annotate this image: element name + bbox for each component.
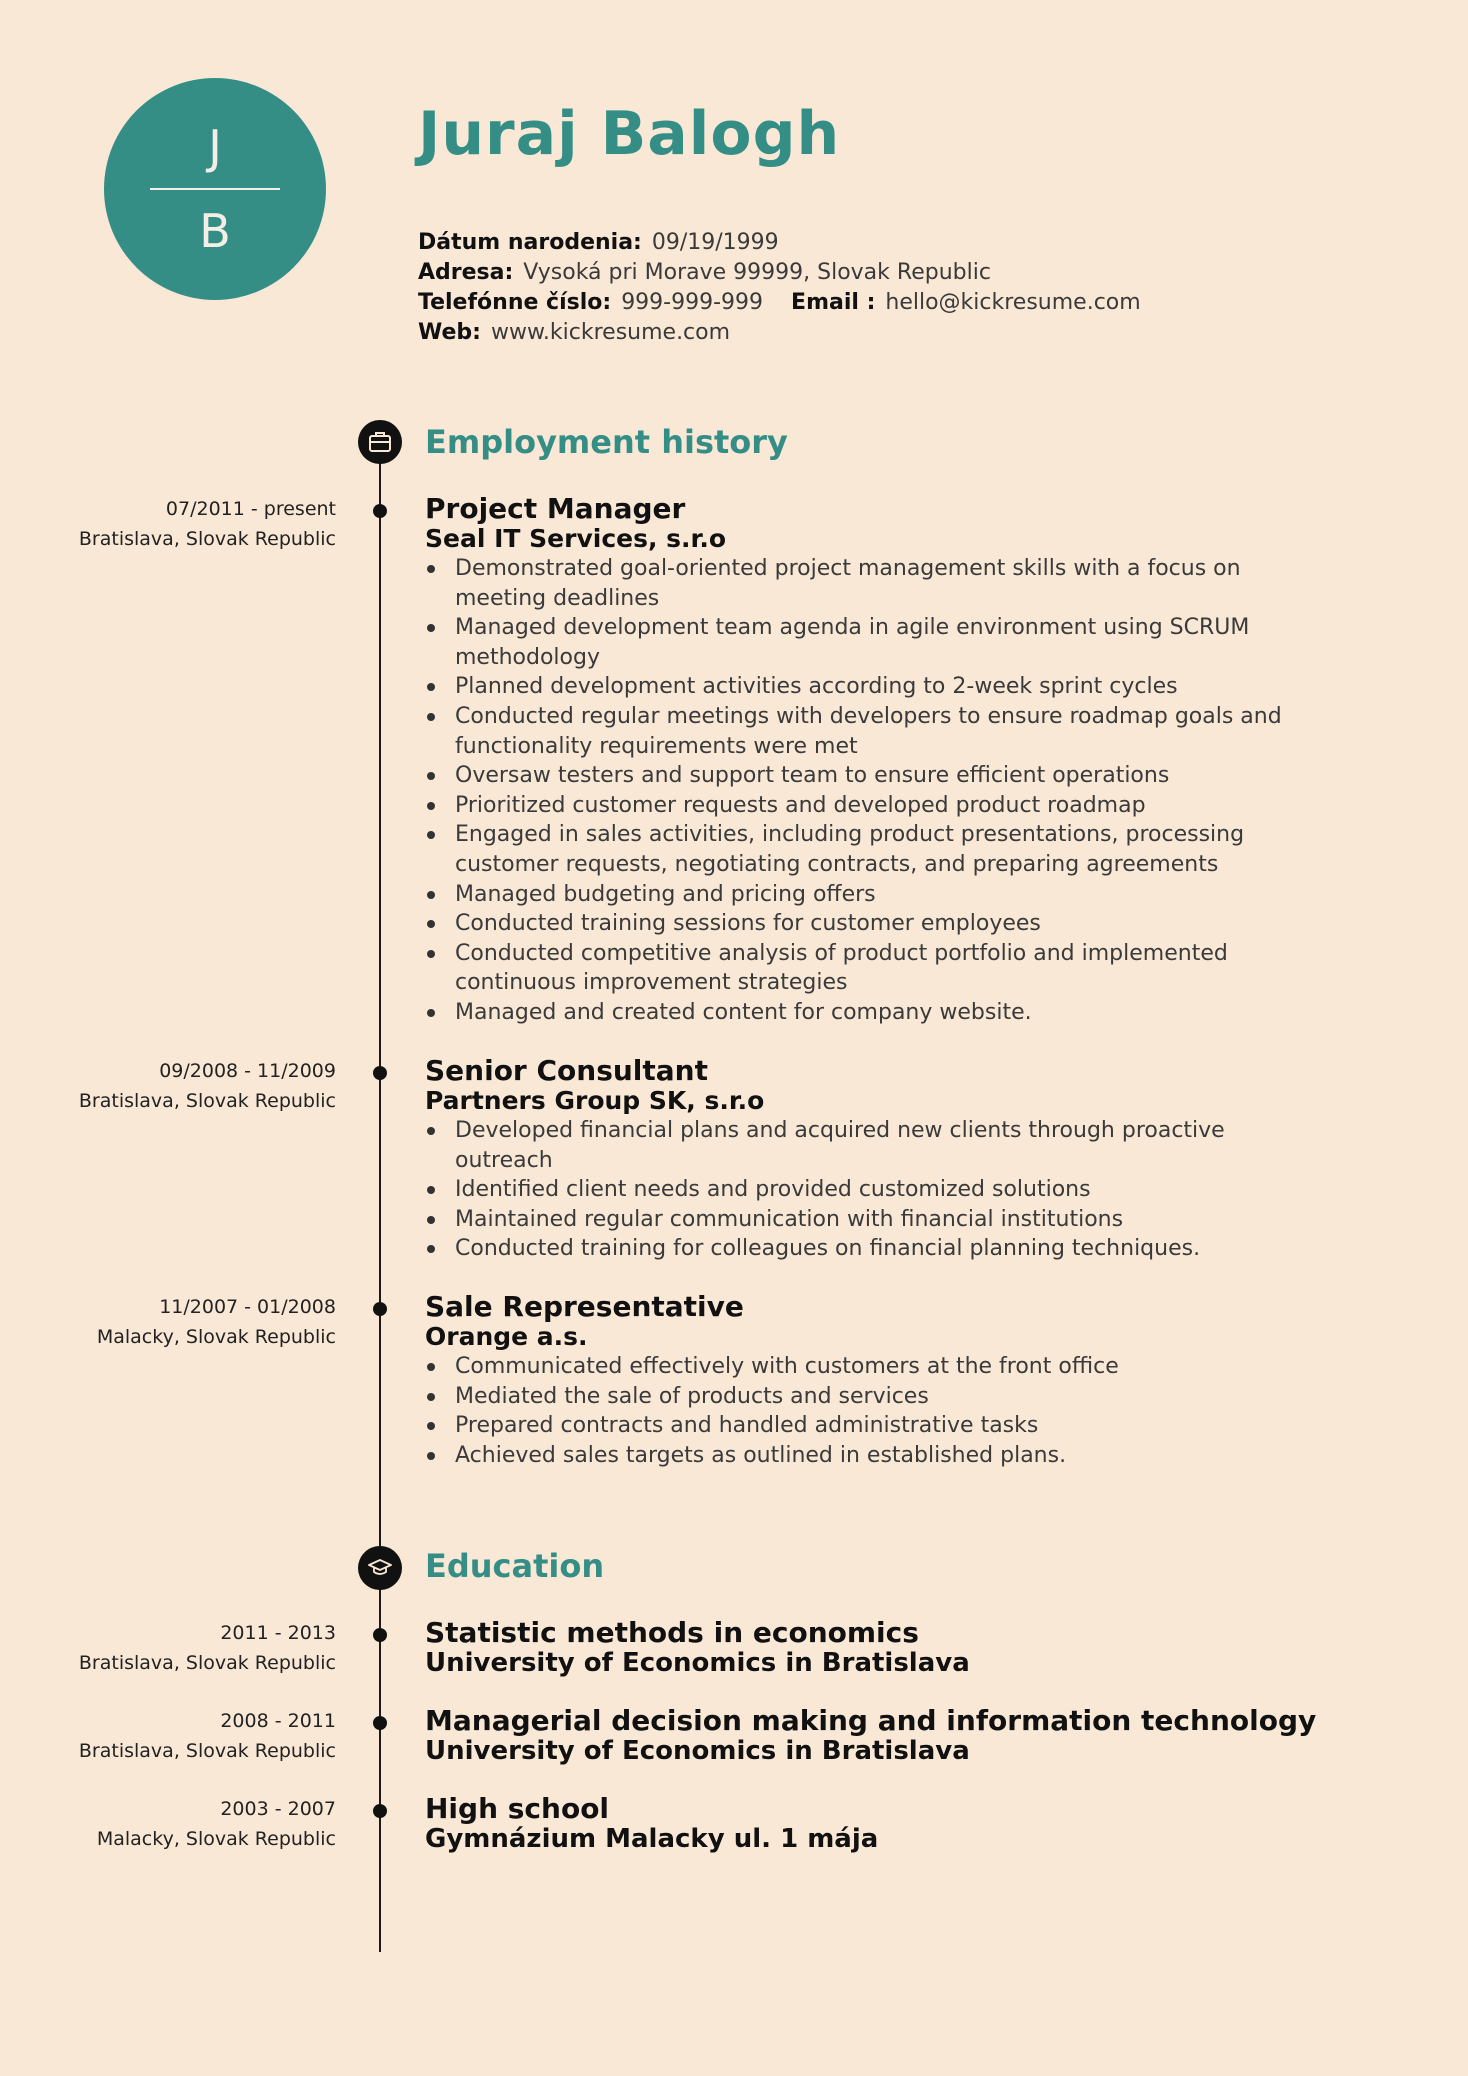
list-item: Developed financial plans and acquired new clients through proactive outreach — [425, 1116, 1305, 1175]
education-meta — [6, 1706, 336, 1766]
job-location: Bratislava, Slovak Republic — [78, 528, 336, 550]
education-location: Malacky, Slovak Republic — [96, 1828, 336, 1850]
education-school: University of Economics in Bratislava — [425, 1648, 970, 1678]
list-item: Prioritized customer requests and developed product roadmap — [425, 791, 1305, 821]
education-degree: Statistic methods in economics — [425, 1616, 919, 1649]
employment-section-title: Employment history — [425, 423, 788, 461]
job-bullets — [425, 1352, 1305, 1470]
address-row — [418, 258, 1141, 288]
education-entry — [425, 1704, 1317, 1766]
web-label: Web: — [418, 320, 481, 345]
job-position: Senior Consultant — [425, 1054, 708, 1087]
job-entry — [425, 1292, 1305, 1470]
job-entry — [425, 1056, 1305, 1264]
list-item: Managed development team agenda in agile environment using SCRUM methodology — [425, 613, 1305, 672]
job-company: Partners Group SK, s.r.o — [425, 1086, 765, 1115]
list-item: Conducted training for colleagues on financial planning techniques. — [425, 1234, 1305, 1264]
phone-email-row — [418, 288, 1141, 318]
list-item: Planned development activities according to 2-week sprint cycles — [425, 672, 1305, 702]
phone-value: 999-999-999 — [621, 290, 764, 315]
graduation-cap-icon — [358, 1546, 402, 1590]
education-location: Bratislava, Slovak Republic — [78, 1652, 336, 1674]
candidate-name: Juraj Balogh — [418, 99, 841, 169]
birth-row — [418, 228, 1141, 258]
job-dates: 07/2011 - present — [165, 498, 336, 520]
education-degree: High school — [425, 1792, 610, 1825]
list-item: Maintained regular communication with financial institutions — [425, 1205, 1305, 1235]
timeline-dot — [373, 504, 387, 518]
job-meta — [6, 494, 336, 554]
education-entry — [425, 1794, 1305, 1854]
education-dates: 2008 - 2011 — [220, 1710, 336, 1732]
contact-info — [418, 228, 1141, 348]
monogram-divider — [150, 188, 280, 190]
timeline-dot — [373, 1302, 387, 1316]
birth-value: 09/19/1999 — [651, 230, 779, 255]
education-entry — [425, 1618, 1305, 1678]
list-item: Achieved sales targets as outlined in established plans. — [425, 1441, 1305, 1471]
list-item: Demonstrated goal-oriented project management skills with a focus on meeting deadlines — [425, 554, 1305, 613]
education-section-title: Education — [425, 1547, 605, 1585]
timeline-dot — [373, 1804, 387, 1818]
timeline-dot — [373, 1716, 387, 1730]
job-position: Project Manager — [425, 492, 686, 525]
timeline-dot — [373, 1628, 387, 1642]
email-value[interactable]: hello@kickresume.com — [885, 290, 1141, 315]
education-meta — [6, 1618, 336, 1678]
monogram-avatar — [104, 78, 326, 300]
list-item: Conducted regular meetings with developers to ensure roadmap goals and functionality requirements were met — [425, 702, 1305, 761]
address-value: Vysoká pri Morave 99999, Slovak Republic — [523, 260, 991, 285]
job-bullets — [425, 1116, 1305, 1264]
education-location: Bratislava, Slovak Republic — [78, 1740, 336, 1762]
list-item: Prepared contracts and handled administrative tasks — [425, 1411, 1305, 1441]
job-company: Seal IT Services, s.r.o — [425, 524, 726, 553]
email-label: Email : — [791, 290, 876, 315]
education-school: Gymnázium Malacky ul. 1 mája — [425, 1824, 879, 1854]
job-position: Sale Representative — [425, 1290, 744, 1323]
list-item: Identified client needs and provided customized solutions — [425, 1175, 1305, 1205]
job-location: Bratislava, Slovak Republic — [78, 1090, 336, 1112]
list-item: Managed budgeting and pricing offers — [425, 880, 1305, 910]
job-location: Malacky, Slovak Republic — [96, 1326, 336, 1348]
birth-label: Dátum narodenia: — [418, 230, 642, 255]
job-entry — [425, 494, 1305, 1028]
monogram-first-initial: J — [208, 120, 222, 174]
phone-label: Telefónne číslo: — [418, 290, 612, 315]
list-item: Conducted training sessions for customer employees — [425, 909, 1305, 939]
job-meta — [6, 1056, 336, 1116]
list-item: Oversaw testers and support team to ensure efficient operations — [425, 761, 1305, 791]
job-dates: 11/2007 - 01/2008 — [159, 1296, 336, 1318]
monogram-last-initial: B — [199, 204, 231, 258]
timeline-dot — [373, 1066, 387, 1080]
list-item: Managed and created content for company website. — [425, 998, 1305, 1028]
education-dates: 2003 - 2007 — [220, 1798, 336, 1820]
web-row — [418, 318, 1141, 348]
list-item: Communicated effectively with customers at the front office — [425, 1352, 1305, 1382]
list-item: Engaged in sales activities, including product presentations, processing customer requests, negotiating contracts, and preparing agreements — [425, 820, 1305, 879]
address-label: Adresa: — [418, 260, 514, 285]
education-degree: Managerial decision making and information technology — [425, 1704, 1317, 1737]
briefcase-icon — [358, 420, 402, 464]
education-meta — [6, 1794, 336, 1854]
education-dates: 2011 - 2013 — [220, 1622, 336, 1644]
education-school: University of Economics in Bratislava — [425, 1736, 970, 1766]
job-company: Orange a.s. — [425, 1322, 588, 1351]
job-dates: 09/2008 - 11/2009 — [159, 1060, 336, 1082]
list-item: Mediated the sale of products and services — [425, 1382, 1305, 1412]
job-bullets — [425, 554, 1305, 1028]
web-value[interactable]: www.kickresume.com — [490, 320, 731, 345]
job-meta — [6, 1292, 336, 1352]
list-item: Conducted competitive analysis of product portfolio and implemented continuous improvement strategies — [425, 939, 1305, 998]
